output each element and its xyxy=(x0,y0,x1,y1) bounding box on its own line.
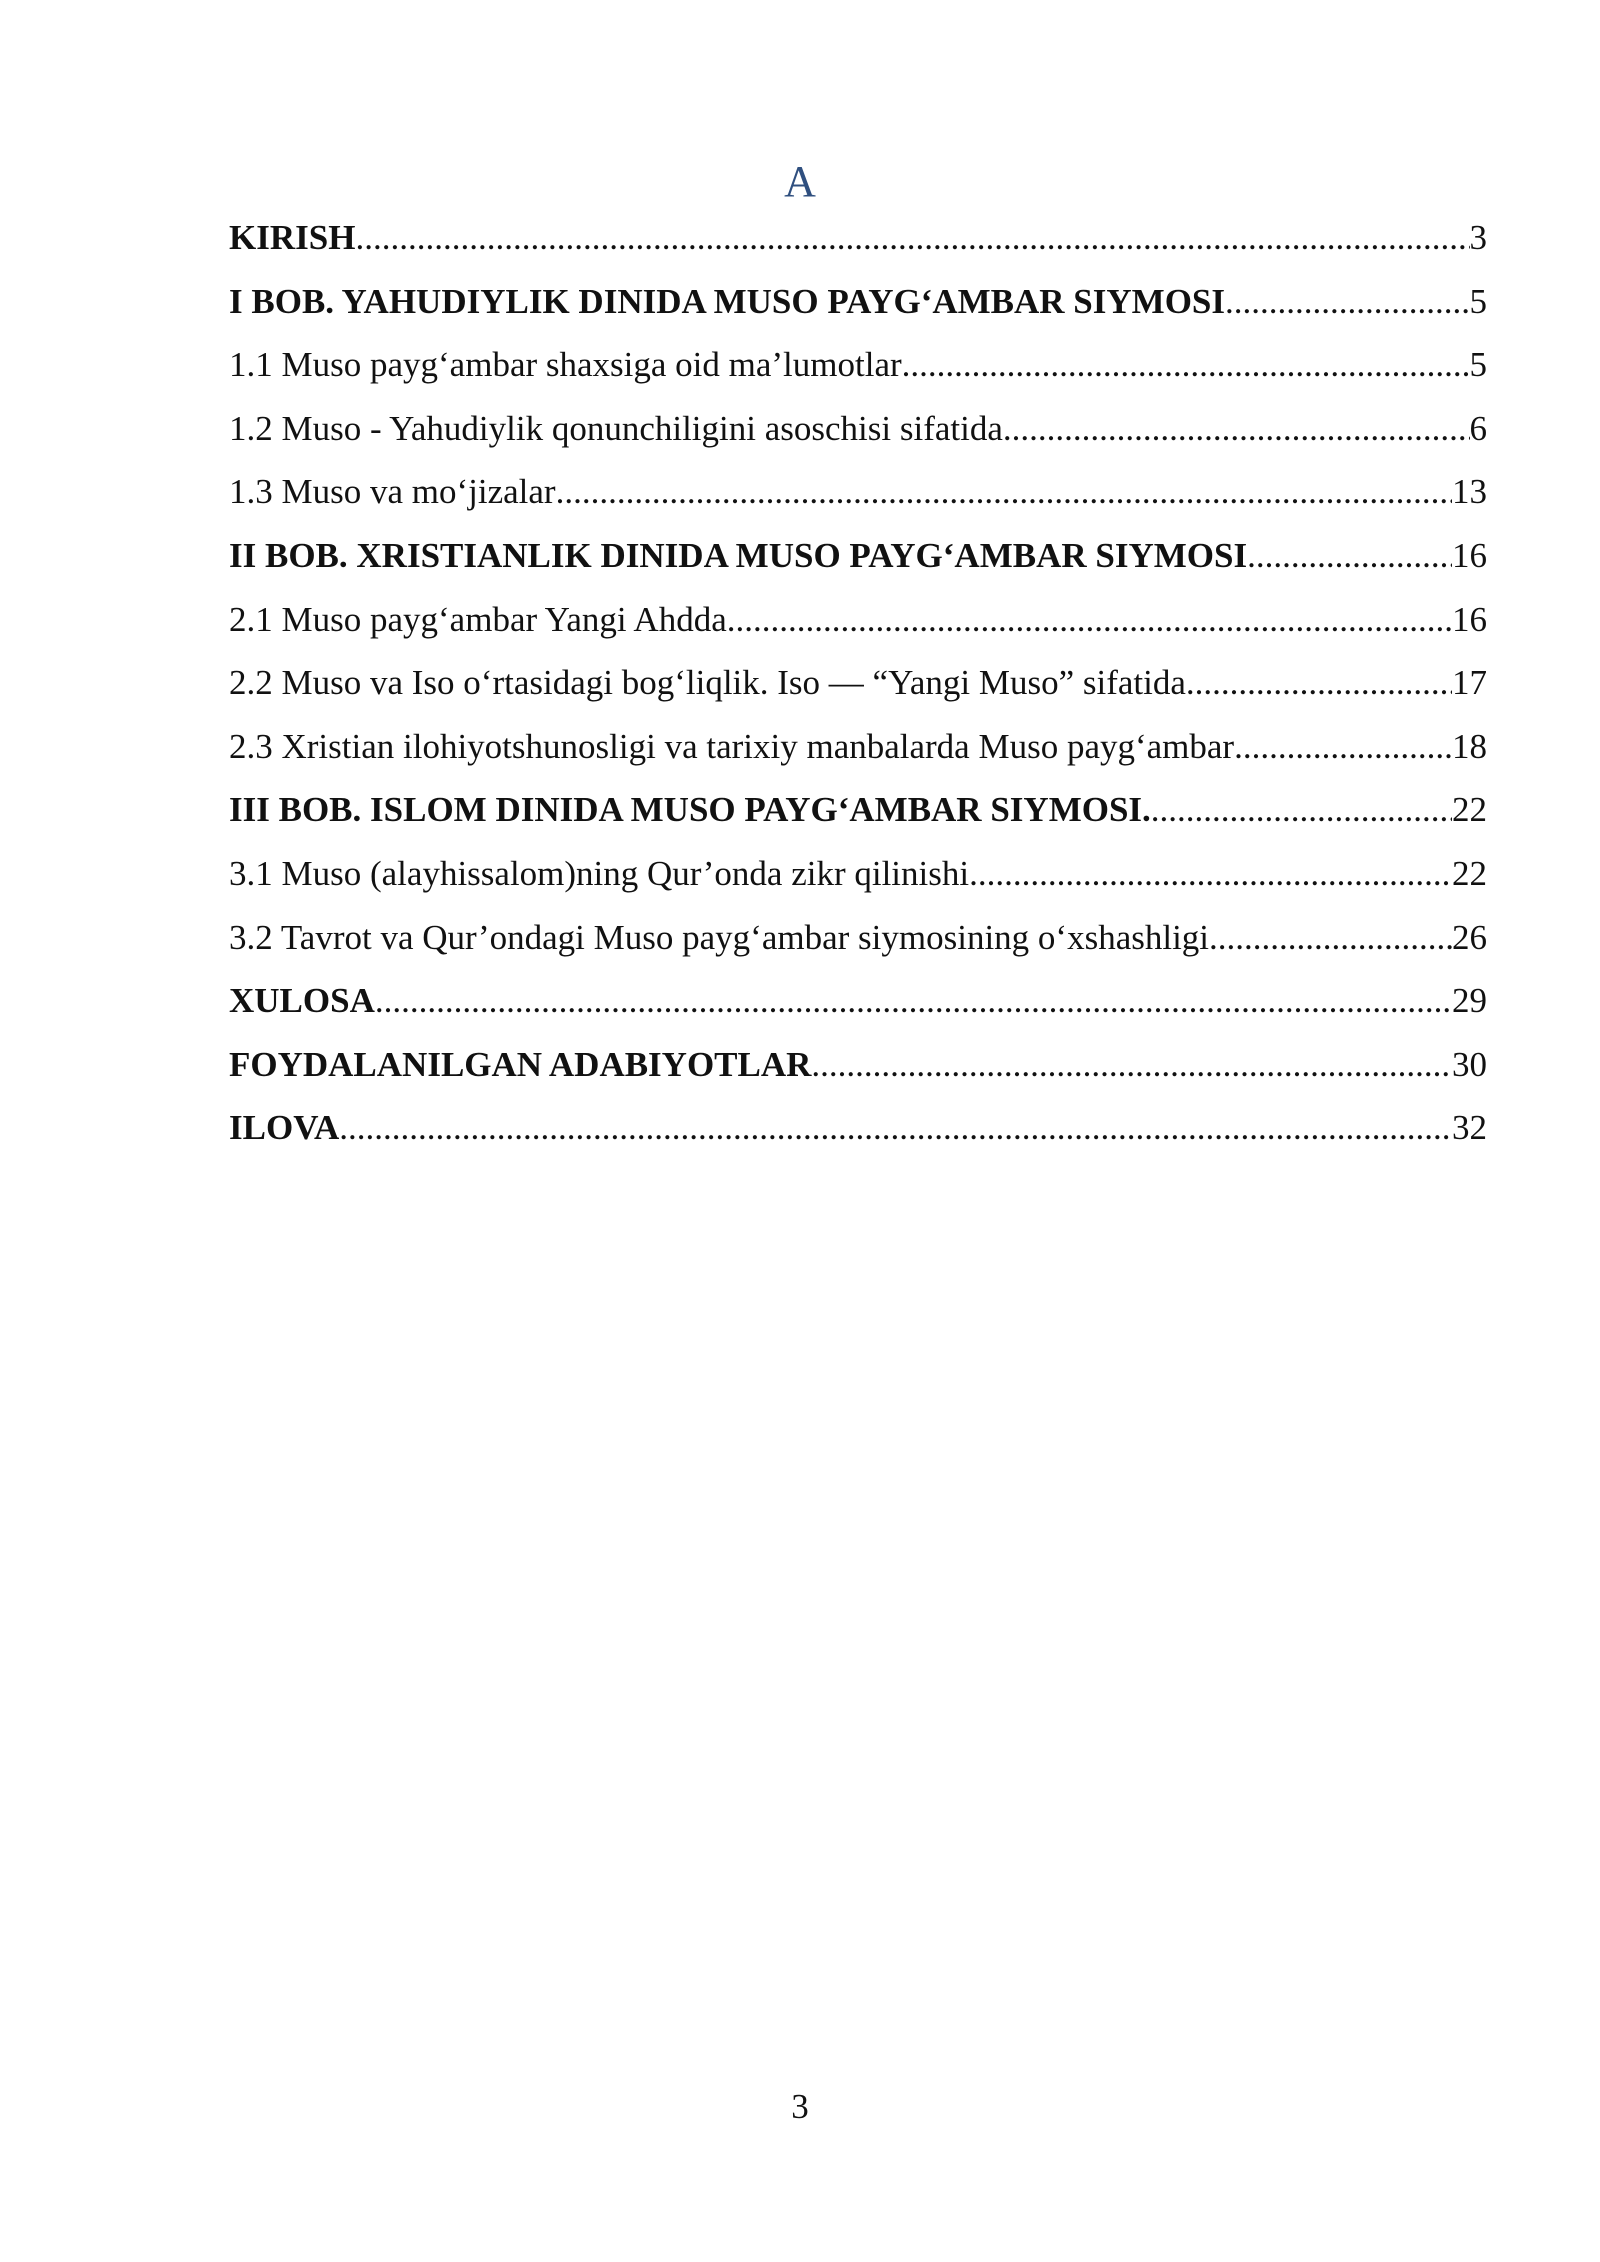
toc-entry[interactable] xyxy=(229,206,1487,270)
toc-entry-page: 6 xyxy=(1469,408,1487,448)
toc-entry-label: ILOVA xyxy=(229,1108,340,1148)
toc-entry-label: 1.3 Muso va mo‘jizalar xyxy=(229,472,556,512)
toc-dot-leader xyxy=(727,588,1452,652)
toc-entry-page: 18 xyxy=(1452,726,1487,766)
toc-dot-leader xyxy=(902,333,1470,397)
toc-entry-label: XULOSA xyxy=(229,981,375,1021)
toc-entry-label: FOYDALANILGAN ADABIYOTLAR xyxy=(229,1044,812,1084)
toc-entry[interactable] xyxy=(229,460,1487,524)
toc-dot-leader xyxy=(556,460,1452,524)
toc-entry-page: 13 xyxy=(1452,472,1487,512)
toc-dot-leader xyxy=(1247,524,1452,588)
toc-dot-leader xyxy=(969,842,1452,906)
toc-entry-label: 2.1 Muso payg‘ambar Yangi Ahdda xyxy=(229,599,727,639)
toc-entry-page: 16 xyxy=(1452,535,1487,575)
toc-entry-label: 1.2 Muso - Yahudiylik qonunchiligini asoschisi sifatida xyxy=(229,408,1003,448)
toc-entry-label: III BOB. ISLOM DINIDA MUSO PAYG‘AMBAR SIYMOSI. xyxy=(229,790,1151,830)
toc-entry[interactable] xyxy=(229,778,1487,842)
toc-entry[interactable] xyxy=(229,333,1487,397)
toc-dot-leader xyxy=(375,969,1452,1033)
toc-entry-page: 22 xyxy=(1452,790,1487,830)
toc-dot-leader xyxy=(1234,715,1452,779)
toc-entry[interactable] xyxy=(229,1033,1487,1097)
toc-entry[interactable] xyxy=(229,715,1487,779)
toc-dot-leader xyxy=(1209,906,1452,970)
table-of-contents xyxy=(229,206,1487,1160)
toc-dot-leader xyxy=(1186,651,1452,715)
toc-dot-leader xyxy=(1003,397,1470,461)
toc-entry[interactable] xyxy=(229,397,1487,461)
toc-entry-label: 2.2 Muso va Iso o‘rtasidagi bog‘liqlik. Iso — “Yangi Muso” sifatida xyxy=(229,663,1186,703)
toc-entry-page: 16 xyxy=(1452,599,1487,639)
toc-entry[interactable] xyxy=(229,588,1487,652)
toc-entry-label: I BOB. YAHUDIYLIK DINIDA MUSO PAYG‘AMBAR SIYMOSI xyxy=(229,281,1226,321)
toc-entry-page: 26 xyxy=(1452,917,1487,957)
toc-entry-label: 2.3 Xristian ilohiyotshunosligi va tarixiy manbalarda Muso payg‘ambar xyxy=(229,726,1235,766)
toc-entry-page: 30 xyxy=(1452,1044,1487,1084)
toc-entry[interactable] xyxy=(229,524,1487,588)
toc-entry-label: 3.1 Muso (alayhissalom)ning Qur’onda zikr qilinishi xyxy=(229,853,970,893)
toc-entry[interactable] xyxy=(229,906,1487,970)
toc-dot-leader xyxy=(1225,270,1469,334)
toc-entry-page: 22 xyxy=(1452,853,1487,893)
toc-entry-page: 29 xyxy=(1452,981,1487,1021)
toc-dot-leader xyxy=(355,206,1469,270)
toc-entry[interactable] xyxy=(229,651,1487,715)
toc-entry[interactable] xyxy=(229,969,1487,1033)
toc-dot-leader xyxy=(811,1033,1452,1097)
toc-entry-page: 32 xyxy=(1452,1108,1487,1148)
toc-entry-page: 5 xyxy=(1469,281,1487,321)
toc-entry[interactable] xyxy=(229,1096,1487,1160)
page-number: 3 xyxy=(791,2087,809,2126)
toc-dot-leader xyxy=(339,1096,1452,1160)
toc-entry-label: 1.1 Muso payg‘ambar shaxsiga oid ma’lumotlar xyxy=(229,345,902,385)
toc-entry-page: 5 xyxy=(1469,345,1487,385)
toc-entry-page: 3 xyxy=(1469,218,1487,257)
toc-entry-label: II BOB. XRISTIANLIK DINIDA MUSO PAYG‘AMBAR SIYMOSI xyxy=(229,535,1248,575)
toc-entry-page: 17 xyxy=(1452,663,1487,703)
toc-entry[interactable] xyxy=(229,270,1487,334)
toc-heading: A xyxy=(784,157,816,206)
toc-entry[interactable] xyxy=(229,842,1487,906)
toc-entry-label: KIRISH xyxy=(229,218,356,257)
toc-dot-leader xyxy=(1151,778,1452,842)
toc-entry-label: 3.2 Tavrot va Qur’ondagi Muso payg‘ambar siymosining o‘xshashligi xyxy=(229,917,1210,957)
